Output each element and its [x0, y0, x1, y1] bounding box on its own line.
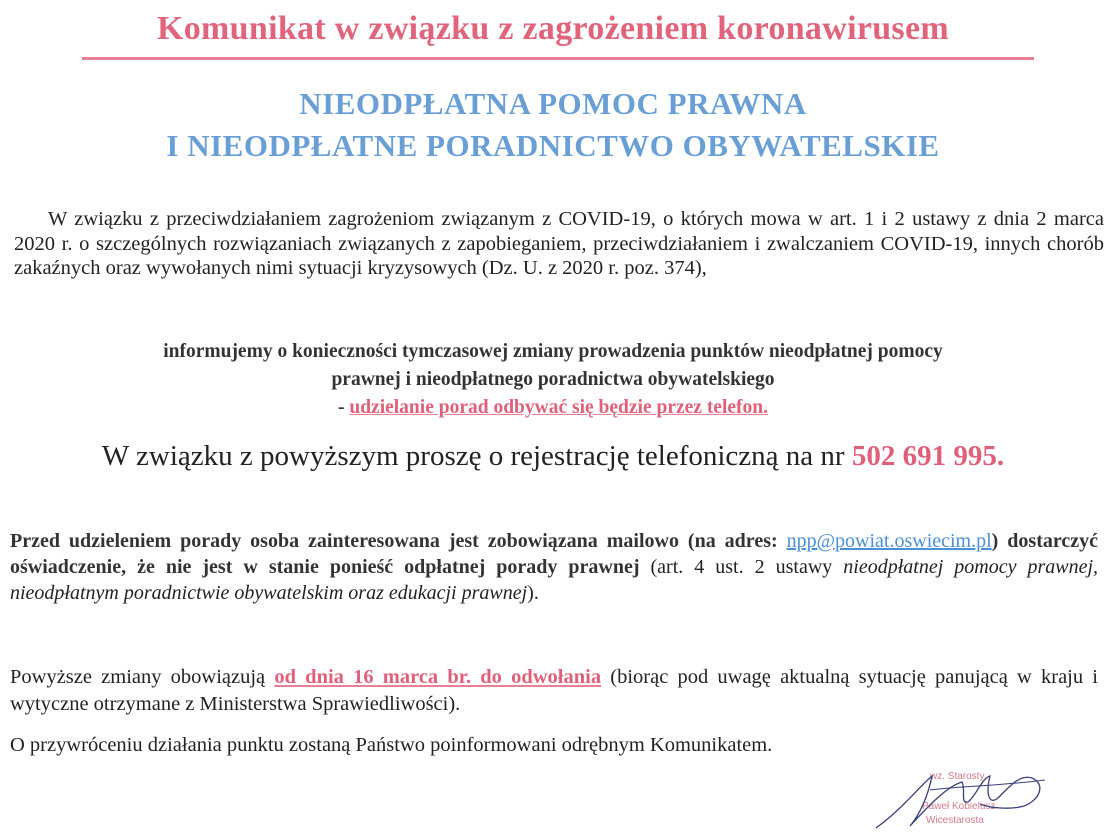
stamp-line-1: wz. Starosty [930, 771, 985, 782]
intro-text: W związku z przeciwdziałaniem zagrożeniom związanym z COVID-19, o których mowa w art. 1 i 2 ustawy z dnia 2 marca 2020 r. o szczególnych rozwiązaniach związanych z zapobieganiem, przeciwdziałaniem i zwalczaniem COVID-19, innych chorób zakaźnych oraz wywołanych nimi sytuacji kryzysowych (Dz. U. z 2020 r. poz. 374), [14, 208, 1104, 279]
inform-line-2: prawnej i nieodpłatnego poradnictwa obywatelskiego [331, 369, 775, 390]
inform-line-3 [0, 397, 1106, 419]
declaration-italic: nieodpłatnej pomocy prawnej, nieodpłatnym poradnictwie obywatelskim oraz edukacji prawnej [10, 556, 1098, 604]
declaration-end: ). [527, 582, 539, 604]
subtitle-line-2: I NIEODPŁATNE PORADNICTWO OBYWATELSKIE [166, 128, 940, 163]
signature [870, 756, 1060, 834]
changes-suffix: (biorąc pod uwagę aktualną sytuację panującą w kraju i wytyczne otrzymane z Ministerstwa Sprawiedliwości). [10, 666, 1098, 715]
declaration-paragraph [10, 528, 1098, 606]
title-underline [82, 57, 1034, 60]
declaration-bold-end: ) dostarczyć oświadczenie, że nie jest w stanie ponieść odpłatnej porady prawnej [10, 530, 1099, 578]
stamp-line-3: Wicestarosta [926, 815, 984, 826]
inform-line-1: informujemy o konieczności tymczasowej zmiany prowadzenia punktów nieodpłatnej pomocy [163, 341, 943, 362]
subtitle-line-1: NIEODPŁATNA POMOC PRAWNA [299, 86, 807, 121]
changes-paragraph [10, 664, 1098, 718]
declaration-bold-start: Przed udzieleniem porady osoba zainteresowana jest zobowiązana mailowo (na adres: [10, 530, 787, 552]
phone-registration-text: W związku z powyższym proszę o rejestrację telefoniczną na nr [101, 440, 852, 472]
phone-advice-notice: udzielanie porad odbywać się będzie przez telefon. [349, 397, 769, 418]
email-link[interactable]: npp@powiat.oswiecim.pl [786, 530, 992, 552]
phone-registration [0, 440, 1106, 473]
changes-prefix: Powyższe zmiany obowiązują [10, 666, 275, 688]
stamp-line-2: Paweł Kobielusz [922, 801, 996, 812]
changes-date-range: od dnia 16 marca br. do odwołania [274, 666, 602, 688]
closing-paragraph: O przywróceniu działania punktu zostaną Państwo poinformowani odrębnym Komunikatem. [10, 734, 773, 756]
declaration-normal: (art. 4 ust. 2 ustawy [639, 556, 844, 578]
inform-dash: - [337, 397, 350, 418]
page-title: Komunikat w związku z zagrożeniem koronawirusem [157, 10, 949, 47]
phone-number: 502 691 995. [851, 440, 1005, 472]
intro-paragraph [14, 207, 1104, 281]
